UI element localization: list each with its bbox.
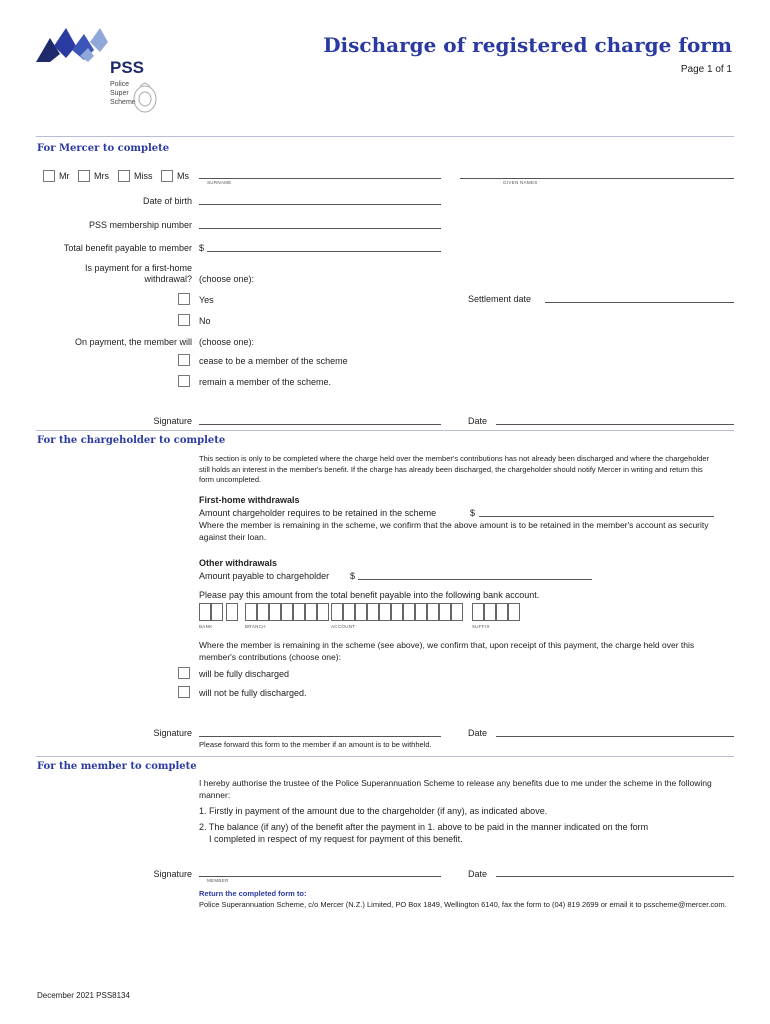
- remaining-text: Where the member is remaining in the scheme (see above), we confirm that, upon receipt of this payment, the charge held over this member's contributions (choose one):: [199, 640, 695, 662]
- chargeholder-intro: This section is only to be completed where the charge held over the member's contributions has not already been discharged and where the chargeholder still holds an interest in the member's benefit. If the charge has already been discharged, the chargeholder should notify Mercer in writing and return this form uncompleted.: [199, 454, 710, 484]
- not-fully-discharged-label: will not be fully discharged.: [199, 688, 307, 698]
- chargeholder-signature-field[interactable]: [199, 736, 441, 737]
- account-cell[interactable]: [331, 603, 343, 621]
- account-cell[interactable]: [391, 603, 403, 621]
- surname-field[interactable]: [199, 178, 441, 179]
- branch-cell[interactable]: [305, 603, 317, 621]
- first-home-question-1: Is payment for a first-home: [84, 263, 192, 273]
- pss-number-label: PSS membership number: [88, 220, 192, 230]
- mercer-signature-field[interactable]: [199, 424, 441, 425]
- cease-member-checkbox[interactable]: [178, 354, 190, 366]
- mercer-heading: For Mercer to complete: [37, 143, 170, 154]
- authorise-text: I hereby authorise the trustee of the Police Superannuation Scheme to release any benefits due to me under the scheme in the following manner:: [199, 778, 712, 800]
- member-date-field[interactable]: [496, 876, 734, 877]
- title-mrs-checkbox[interactable]: [78, 170, 90, 182]
- account-cell[interactable]: [427, 603, 439, 621]
- on-payment-choose: (choose one):: [199, 337, 255, 347]
- title-miss-checkbox[interactable]: [118, 170, 130, 182]
- bank-cell[interactable]: [211, 603, 223, 621]
- bank-cell[interactable]: [226, 603, 238, 621]
- cease-member-label: cease to be a member of the scheme: [199, 356, 348, 366]
- return-text: Police Superannuation Scheme, c/o Mercer (N.Z.) Limited, PO Box 1849, Wellington 6140, fax the form to (04) 819 2699 or email it to psscheme@mercer.com.: [199, 900, 727, 909]
- logo-sub-2: Super: [110, 90, 129, 97]
- account-cell[interactable]: [343, 603, 355, 621]
- account-cell[interactable]: [367, 603, 379, 621]
- on-payment-label: On payment, the member will: [74, 337, 192, 347]
- logo-text: PSS: [110, 58, 145, 77]
- first-home-choose: (choose one):: [199, 274, 255, 284]
- page-number: Page 1 of 1: [680, 64, 732, 75]
- member-heading: For the member to complete: [37, 761, 197, 772]
- remain-member-checkbox[interactable]: [178, 375, 190, 387]
- chargeholder-heading: For the chargeholder to complete: [37, 435, 226, 446]
- title-mrs-label: Mrs: [94, 171, 109, 181]
- page-title: Discharge of registered charge form: [323, 33, 732, 57]
- fh-amount-dollar: $: [470, 508, 476, 518]
- not-fully-discharged-checkbox[interactable]: [178, 686, 190, 698]
- account-cell[interactable]: [355, 603, 367, 621]
- settlement-date-label: Settlement date: [468, 294, 532, 304]
- return-heading: Return the completed form to:: [199, 889, 307, 898]
- mercer-signature-label: Signature: [153, 416, 192, 426]
- title-ms-label: Ms: [177, 171, 189, 181]
- given-names-caption: GIVEN NAMES: [503, 180, 538, 185]
- fh-amount-field[interactable]: [479, 516, 714, 517]
- title-miss-label: Miss: [134, 171, 153, 181]
- first-home-no-checkbox[interactable]: [178, 314, 190, 326]
- member-item-1: 1. Firstly in payment of the amount due to the chargeholder (if any), as indicated above.: [199, 806, 548, 816]
- first-home-question-2: withdrawal?: [144, 274, 192, 284]
- first-home-yes-label: Yes: [199, 295, 214, 305]
- mercer-date-field[interactable]: [496, 424, 734, 425]
- chargeholder-date-field[interactable]: [496, 736, 734, 737]
- mercer-date-label: Date: [468, 416, 488, 426]
- bank-cell[interactable]: [199, 603, 211, 621]
- member-caption: MEMBER: [207, 878, 229, 883]
- fully-discharged-checkbox[interactable]: [178, 667, 190, 679]
- other-amount-label: Amount payable to chargeholder: [199, 571, 330, 581]
- suffix-cell[interactable]: [484, 603, 496, 621]
- chargeholder-signature-label: Signature: [153, 728, 192, 738]
- dob-label: Date of birth: [142, 196, 192, 206]
- total-benefit-label: Total benefit payable to member: [63, 243, 192, 253]
- given-names-field[interactable]: [460, 178, 734, 179]
- other-withdrawals-heading: Other withdrawals: [199, 558, 278, 568]
- account-cell[interactable]: [415, 603, 427, 621]
- member-signature-field[interactable]: [199, 876, 441, 877]
- fully-discharged-label: will be fully discharged: [199, 669, 290, 679]
- branch-cell[interactable]: [281, 603, 293, 621]
- title-ms-checkbox[interactable]: [161, 170, 173, 182]
- member-date-label: Date: [468, 869, 488, 879]
- branch-cell[interactable]: [317, 603, 329, 621]
- member-item-2b: I completed in respect of my request for payment of this benefit.: [209, 834, 463, 844]
- account-cell[interactable]: [451, 603, 463, 621]
- branch-cell[interactable]: [245, 603, 257, 621]
- surname-caption: SURNAME: [207, 180, 232, 185]
- suffix-cell[interactable]: [508, 603, 520, 621]
- suffix-cell[interactable]: [472, 603, 484, 621]
- suffix-cell[interactable]: [496, 603, 508, 621]
- title-mr-label: Mr: [59, 171, 70, 181]
- please-pay-text: Please pay this amount from the total benefit payable into the following bank account.: [199, 590, 540, 600]
- suffix-caption: SUFFIX: [472, 624, 490, 629]
- total-benefit-dollar: $: [199, 243, 205, 253]
- footer-code: December 2021 PSS8134: [37, 991, 130, 1000]
- logo-sub-1: Police: [110, 81, 130, 88]
- total-benefit-field[interactable]: [207, 251, 441, 252]
- police-crest-icon: [132, 82, 158, 114]
- member-signature-label: Signature: [153, 869, 192, 879]
- pss-number-field[interactable]: [199, 228, 441, 229]
- dob-field[interactable]: [199, 204, 441, 205]
- forward-note: Please forward this form to the member if an amount is to be withheld.: [199, 740, 432, 749]
- first-home-no-label: No: [199, 316, 211, 326]
- pss-logo: [36, 24, 166, 124]
- title-mr-checkbox[interactable]: [43, 170, 55, 182]
- chargeholder-date-label: Date: [468, 728, 488, 738]
- fh-amount-label: Amount chargeholder requires to be retained in the scheme: [199, 508, 437, 518]
- branch-cell[interactable]: [293, 603, 305, 621]
- other-amount-dollar: $: [350, 571, 356, 581]
- remain-member-label: remain a member of the scheme.: [199, 377, 332, 387]
- account-caption: ACCOUNT: [331, 624, 356, 629]
- settlement-date-field[interactable]: [545, 302, 734, 303]
- fh-confirm-text: Where the member is remaining in the scheme, we confirm that the above amount is to be retained in the member's account as security against their loan.: [199, 520, 709, 542]
- branch-caption: BRANCH: [245, 624, 266, 629]
- logo-sub-3: Scheme: [110, 99, 136, 106]
- first-home-yes-checkbox[interactable]: [178, 293, 190, 305]
- account-cell[interactable]: [379, 603, 391, 621]
- other-amount-field[interactable]: [358, 579, 592, 580]
- member-item-2a: 2. The balance (if any) of the benefit after the payment in 1. above to be paid in the manner indicated on the form: [199, 822, 649, 832]
- account-cell[interactable]: [403, 603, 415, 621]
- branch-cell[interactable]: [269, 603, 281, 621]
- first-home-heading: First-home withdrawals: [199, 495, 300, 505]
- branch-cell[interactable]: [257, 603, 269, 621]
- bank-caption: BANK: [199, 624, 213, 629]
- account-cell[interactable]: [439, 603, 451, 621]
- pss-logo-mark-icon: [36, 24, 108, 64]
